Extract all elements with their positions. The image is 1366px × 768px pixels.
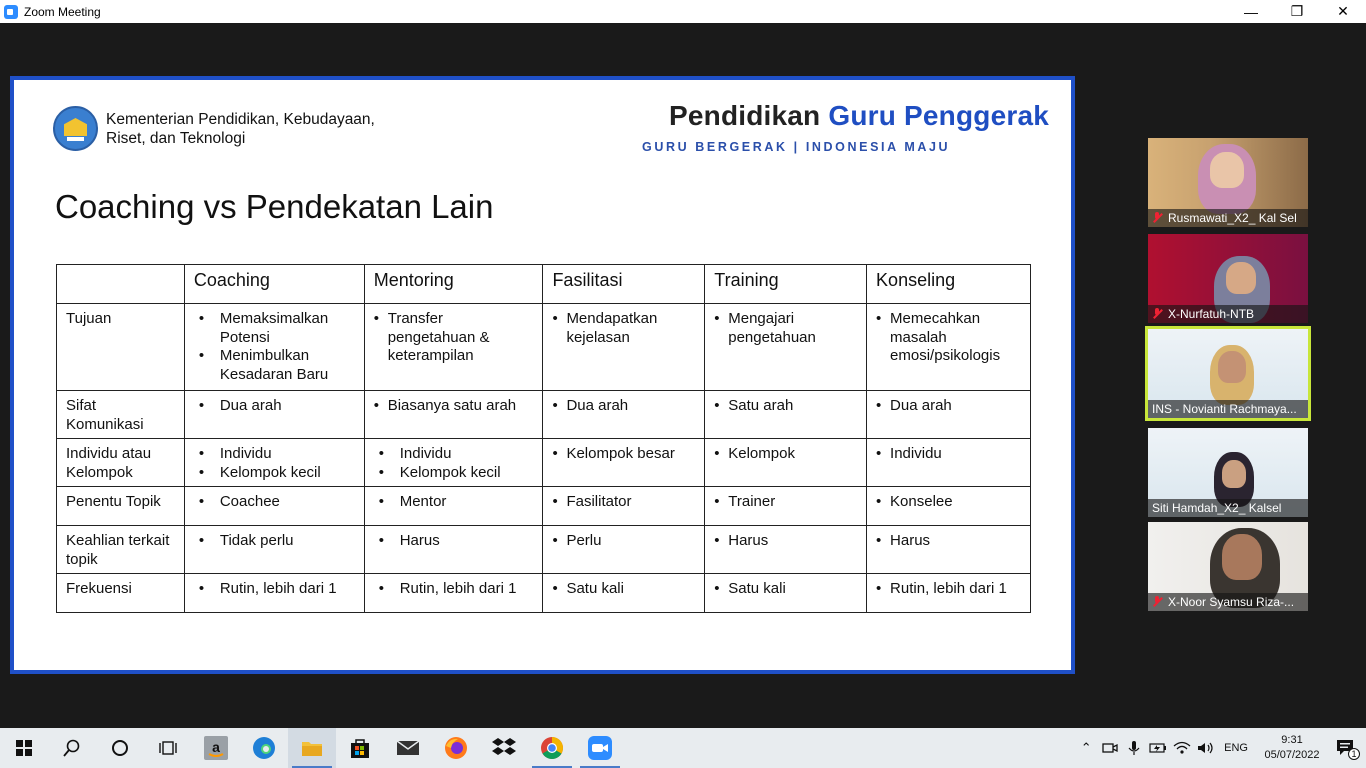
store-button[interactable]	[336, 728, 384, 768]
clock-date: 05/07/2022	[1264, 749, 1320, 761]
mail-button[interactable]	[384, 728, 432, 768]
brand-tagline: GURU BERGERAK | INDONESIA MAJU	[642, 140, 951, 154]
zoom-taskbar-button[interactable]	[576, 728, 624, 768]
table-cell: • Kelompok	[705, 439, 867, 487]
participant-tile-active-speaker[interactable]	[1145, 326, 1311, 421]
input-language-indicator[interactable]: ENG	[1224, 742, 1248, 754]
participant-name: Siti Hamdah_X2_ Kalsel	[1148, 499, 1308, 517]
comparison-table	[56, 264, 1031, 613]
header-cell: Coaching	[184, 265, 364, 304]
muted-mic-icon	[1152, 212, 1162, 223]
mail-icon	[396, 739, 420, 757]
table-cell: • Individu • Kelompok kecil	[184, 439, 364, 487]
participant-face	[1222, 460, 1246, 488]
table-cell: • Trainer	[705, 487, 867, 526]
table-cell: • Individu	[867, 439, 1031, 487]
participant-name: INS - Novianti Rachmaya...	[1148, 400, 1308, 418]
table-cell: • Memaksimalkan Potensi • Menimbulkan Kesadaran Baru	[184, 304, 364, 391]
meet-now-button[interactable]	[1098, 728, 1122, 768]
participant-face	[1210, 152, 1244, 188]
participant-name: X-Nurfatuh-NTB	[1148, 305, 1308, 323]
table-cell: • Rutin, lebih dari 1	[184, 574, 364, 613]
row-label: Individu atau Kelompok	[57, 439, 185, 487]
participant-name: Rusmawati_X2_ Kal Sel	[1148, 209, 1308, 227]
cortana-button[interactable]	[96, 728, 144, 768]
table-cell: • Dua arah	[867, 391, 1031, 439]
muted-mic-icon	[1152, 596, 1162, 607]
table-row	[57, 391, 1031, 439]
store-icon	[349, 737, 371, 759]
taskbar	[0, 728, 1366, 768]
clock-time: 9:31	[1281, 734, 1303, 746]
brand-title: Pendidikan Guru Penggerak	[669, 100, 1049, 131]
table-cell: • Kelompok besar	[543, 439, 705, 487]
camera-icon	[1102, 741, 1118, 755]
header-cell: Mentoring	[364, 265, 543, 304]
table-header-row	[57, 265, 1031, 304]
show-hidden-icons-button[interactable]	[1074, 728, 1098, 768]
restore-button[interactable]: ❐	[1290, 3, 1304, 19]
chrome-icon	[540, 736, 564, 760]
participant-tile[interactable]	[1148, 234, 1308, 323]
battery-button[interactable]	[1146, 728, 1170, 768]
table-cell: • Satu kali	[543, 574, 705, 613]
edge-icon	[252, 736, 276, 760]
action-center-button[interactable]	[1326, 728, 1366, 768]
header-cell: Training	[705, 265, 867, 304]
table-cell: • Mendapatkan kejelasan	[543, 304, 705, 391]
participant-tile[interactable]	[1148, 522, 1308, 611]
header-cell	[57, 265, 185, 304]
microphone-button[interactable]	[1122, 728, 1146, 768]
clock[interactable]	[1258, 733, 1326, 763]
table-cell: • Rutin, lebih dari 1	[867, 574, 1031, 613]
edge-browser-button[interactable]	[240, 728, 288, 768]
row-label: Sifat Komunikasi	[57, 391, 185, 439]
folder-icon	[301, 739, 323, 757]
shared-screen[interactable]	[10, 76, 1075, 674]
network-button[interactable]	[1170, 728, 1194, 768]
amazon-app-button[interactable]	[192, 728, 240, 768]
table-cell: • Satu arah	[705, 391, 867, 439]
table-cell: • Harus	[364, 526, 543, 574]
participant-name: X-Noor Syamsu Riza-...	[1148, 593, 1308, 611]
chrome-button[interactable]	[528, 728, 576, 768]
participant-tile[interactable]	[1148, 428, 1308, 517]
row-label: Tujuan	[57, 304, 185, 391]
participant-face	[1222, 534, 1262, 580]
table-cell: • Konselee	[867, 487, 1031, 526]
windows-icon	[16, 740, 32, 756]
muted-mic-icon	[1152, 308, 1162, 319]
search-button[interactable]	[48, 728, 96, 768]
table-cell: • Coachee	[184, 487, 364, 526]
presentation-slide	[14, 80, 1071, 670]
table-cell: • Transfer pengetahuan & keterampilan	[364, 304, 543, 391]
svg-text:a: a	[212, 739, 220, 755]
table-cell: • Harus	[867, 526, 1031, 574]
wifi-icon	[1173, 741, 1191, 755]
volume-button[interactable]	[1194, 728, 1218, 768]
microphone-icon	[1128, 740, 1140, 756]
row-label: Frekuensi	[57, 574, 185, 613]
search-icon	[63, 739, 81, 757]
table-cell: • Harus	[705, 526, 867, 574]
ministry-name: Kementerian Pendidikan, Kebudayaan, Riset, dan Teknologi	[106, 111, 375, 147]
chevron-up-icon: ⌃	[1080, 740, 1092, 755]
firefox-icon	[444, 736, 468, 760]
notification-count-badge: 1	[1348, 748, 1360, 760]
file-explorer-button[interactable]	[288, 728, 336, 768]
table-row	[57, 574, 1031, 613]
table-row	[57, 439, 1031, 487]
participant-face	[1218, 351, 1246, 383]
zoom-icon	[588, 736, 612, 760]
kemendikbud-logo-icon	[53, 106, 98, 151]
task-view-button[interactable]	[144, 728, 192, 768]
table-cell: • Fasilitator	[543, 487, 705, 526]
table-cell: • Tidak perlu	[184, 526, 364, 574]
system-tray	[1074, 728, 1366, 768]
firefox-button[interactable]	[432, 728, 480, 768]
table-row	[57, 487, 1031, 526]
table-cell: • Rutin, lebih dari 1	[364, 574, 543, 613]
table-row	[57, 304, 1031, 391]
table-cell: • Satu kali	[705, 574, 867, 613]
table-row	[57, 526, 1031, 574]
table-cell: • Biasanya satu arah	[364, 391, 543, 439]
table-cell: • Mentor	[364, 487, 543, 526]
speaker-icon	[1197, 741, 1215, 755]
zoom-app-icon	[4, 5, 18, 19]
row-label: Penentu Topik	[57, 487, 185, 526]
window-title: Zoom Meeting	[24, 4, 101, 19]
dropbox-button[interactable]	[480, 728, 528, 768]
table-cell: • Memecahkan masalah emosi/psikologis	[867, 304, 1031, 391]
table-cell: • Perlu	[543, 526, 705, 574]
table-cell: • Dua arah	[184, 391, 364, 439]
header-cell: Fasilitasi	[543, 265, 705, 304]
table-cell: • Individu • Kelompok kecil	[364, 439, 543, 487]
window-titlebar	[0, 0, 1366, 23]
table-cell: • Dua arah	[543, 391, 705, 439]
cortana-icon	[111, 739, 129, 757]
header-cell: Konseling	[867, 265, 1031, 304]
task-view-icon	[159, 739, 177, 757]
minimize-button[interactable]: —	[1244, 3, 1258, 20]
battery-charging-icon	[1149, 742, 1167, 754]
participant-face	[1226, 262, 1256, 294]
slide-heading: Coaching vs Pendekatan Lain	[55, 188, 494, 225]
close-button[interactable]: ✕	[1337, 3, 1349, 19]
amazon-icon	[204, 736, 228, 760]
row-label: Keahlian terkait topik	[57, 526, 185, 574]
table-cell: • Mengajari pengetahuan	[705, 304, 867, 391]
participant-tile[interactable]	[1148, 138, 1308, 227]
dropbox-icon	[492, 737, 516, 759]
start-button[interactable]	[0, 728, 48, 768]
